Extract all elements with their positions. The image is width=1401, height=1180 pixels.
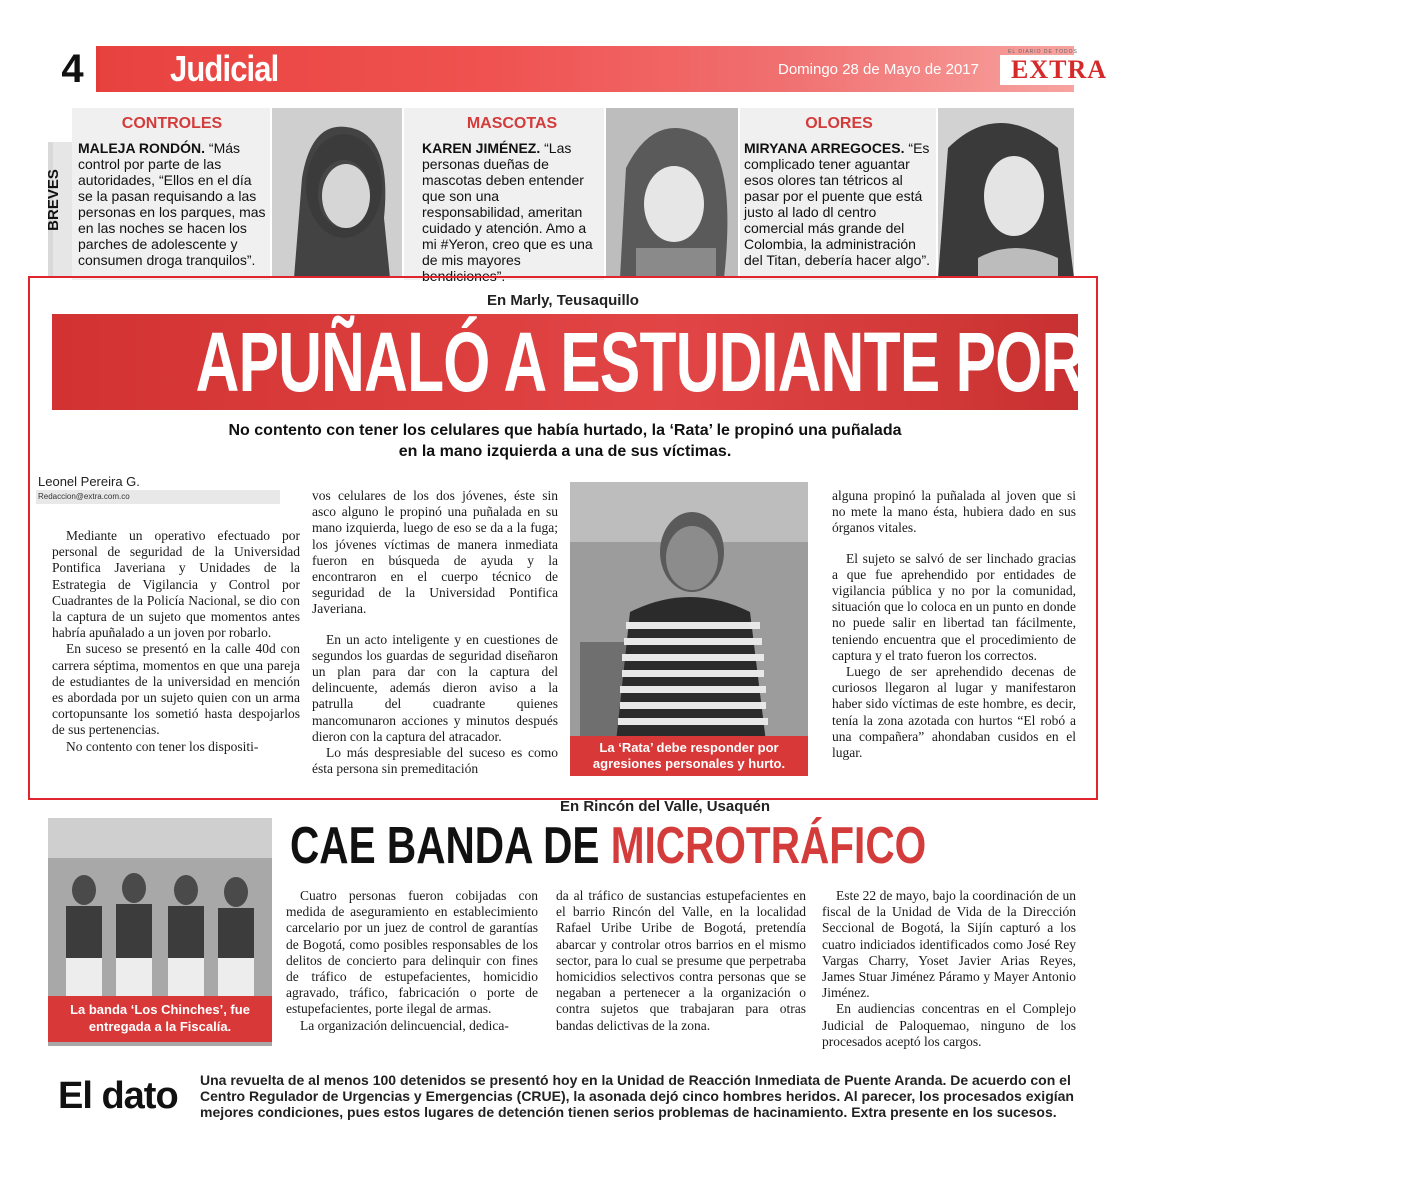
section-band <box>100 46 1107 92</box>
paragraph: Cuatro personas fueron cobijadas con medida de aseguramiento en establecimiento carcelario por un juez de control de garantías de Bogotá, como posibles responsables de los delitos de concierto para delinquir con fines de tráfico de estupefacientes, homicidio agravado, tráfico, fabricación o porte de estupefacientes, porte ilegal de armas. <box>286 888 538 1017</box>
story-column <box>312 488 558 777</box>
portrait-maleja <box>272 108 402 278</box>
story-column <box>822 888 1076 1050</box>
byline-email: Redaccion@extra.com.co <box>38 492 130 501</box>
edition-date: Domingo 28 de Mayo de 2017 <box>778 61 979 78</box>
suspect-photo <box>570 482 808 774</box>
paragraph: vos celulares de los dos jóvenes, éste sin asco alguno le propinó una puñalada en su mano izquierda, luego de eso se da a la fuga; los jóvenes víctimas de manera inmediata fueron en búsqueda de ayuda y la encontraron en el cuerpo técnico de seguridad de la Universidad Pontifica Javeriana. <box>312 488 558 617</box>
photo-caption: La ‘Rata’ debe responder por agresiones personales y hurto. <box>570 736 808 776</box>
paragraph: El sujeto se salvó de ser linchado gracias a que fue aprehendido por entidades de vigilancia pública y no por la comunidad, situación que lo coloca en un punto en donde no puede salir en libertad tan fácilmente, teniendo encuentra que el procedimiento de captura y el trato fueron los correctos. <box>832 550 1076 663</box>
brief-text <box>78 140 266 268</box>
portrait-image <box>606 108 738 278</box>
brief-category: CONTROLES <box>121 115 223 132</box>
section-title: Judicial <box>170 48 279 89</box>
logo-text: EXTRA <box>1010 55 1107 84</box>
paragraph: En audiencias concentras en el Complejo Judicial de Paloquemao, ninguno de los procesados aceptó los cargos. <box>822 1001 1076 1049</box>
page-number: 4 <box>48 46 96 92</box>
paragraph: La organización delincuencial, dedica- <box>300 1017 509 1033</box>
story-kicker: En Marly, Teusaquillo <box>487 292 639 309</box>
story-column <box>556 888 806 1034</box>
paragraph: No contento con tener los dispositi- <box>66 738 259 754</box>
story2-kicker: En Rincón del Valle, Usaquén <box>560 798 771 815</box>
story-column <box>832 488 1076 761</box>
portrait-miryana <box>938 108 1074 278</box>
el-dato-text: Una revuelta de al menos 100 detenidos se presentó hoy en la Unidad de Reacción Inmediata de Puente Aranda. De acuerdo con el Centro Regulador de Urgencias y Emergencias (CRUE), la asonada dejó cinco hombres heridos. Al parecer, los procesados exigían mejores condiciones, pues estos lugares de detención tienen serios problemas de hacinamiento. Extra presente en los sucesos. <box>200 1072 1074 1120</box>
paragraph: Mediante un operativo efectuado por personal de seguridad de la Universidad Pontifica Javeriana y Unidades de la Estrategia de Vigilancia y Control por Cuadrantes de la Policía Nacional, se dio con la captura de un sujeto que momentos antes habría apuñalado a un joven por robarlo. <box>52 528 300 641</box>
headline-bar <box>52 314 1401 410</box>
brief-text <box>744 140 934 268</box>
brief-olores <box>744 108 934 278</box>
story-column <box>52 528 300 755</box>
paragraph: En suceso se presentó en la calle 40d con carrera séptima, momentos en que una pareja de estudiantes de la universidad en mención es abordada por un sujeto quien con un arma cortopunsante los sometió hasta despojarlos de sus pertenencias. <box>52 641 300 738</box>
el-dato-label: El dato <box>58 1075 178 1117</box>
story-headline: APUÑALÓ A ESTUDIANTE POR ROBARLO <box>195 315 1401 409</box>
headline-highlight: MICROTRÁFICO <box>610 817 927 875</box>
photo-caption: La banda ‘Los Chinches’, fue entregada a la Fiscalía. <box>48 996 272 1042</box>
story-column <box>286 888 538 1034</box>
paragraph: Este 22 de mayo, bajo la coordinación de un fiscal de la Unidad de Vida de la Dirección Seccional de Bogotá, la Sijín capturó a los cuatro indiciados identificados como José Rey Vargas Charry, Yoset Javier Arias Reyes, James Stuar Jiménez Páramo y Mayer Antonio Jiménez. <box>822 888 1076 1001</box>
paragraph: Lo más despresiable del suceso es como ésta persona sin premeditación <box>312 745 558 777</box>
brief-category: MASCOTAS <box>466 115 558 132</box>
portrait-karen <box>606 108 738 278</box>
brief-quote: “Las personas dueñas de mascotas deben entender que son una responsabilidad, ameritan cuidado y atención. Amo a mi #Yeron, creo que es una de mis mayores bendiciones”. <box>422 140 593 284</box>
portrait-image <box>938 108 1074 278</box>
headline-part: CAE BANDA DE <box>290 817 611 875</box>
brief-name: KAREN JIMÉNEZ. <box>422 140 541 156</box>
logo-tagline: EL DIARIO DE TODOS <box>1008 49 1078 55</box>
paragraph: Luego de ser aprehendido decenas de curiosos llegaron al lugar y manifestaron haber sido víctimas de este hombre, es decir, tenía la zona azotada con hurtos “El robó a una compañera” ahondaban cusidos en el lugar. <box>832 664 1076 761</box>
portrait-image <box>272 108 402 278</box>
story-deck <box>130 420 1000 462</box>
brief-controles <box>78 108 266 278</box>
breves-label: BREVES <box>44 169 62 231</box>
page-header <box>48 46 1107 92</box>
paragraph: da al tráfico de sustancias estupefacientes en el barrio Rincón del Valle, en la localidad Rafael Uribe Uribe de Bogotá, pretendía abarcar y controlar otros barrios en el mismo sector, para lo cual se presume que perpetraba homicidios selectivos contra personas que se negaban a pertenecer a la organización o contra sujetos que trabajaran para otras bandas delictivas de la zona. <box>556 888 806 1033</box>
paragraph: alguna propinó la puñalada al joven que si no mete la mano ésta, hubiera dado en sus órganos vitales. <box>832 488 1076 536</box>
suspect-image <box>570 482 808 774</box>
brief-name: MALEJA RONDÓN. <box>78 140 206 156</box>
brief-mascotas <box>422 108 602 284</box>
main-story <box>28 276 1401 800</box>
byline: Leonel Pereira G. <box>38 474 140 489</box>
paragraph: En un acto inteligente y en cuestiones de segundos los guardas de seguridad diseñaron un plan para dar con la captura del delincuente, además dieron aviso a la patrulla del cuadrante quienes mancomunaron acciones y minutos después dieron con la captura del atracador. <box>312 631 558 744</box>
story2-headline <box>290 815 927 877</box>
newspaper-logo <box>1000 49 1118 85</box>
deck-line: No contento con tener los celulares que había hurtado, la ‘Rata’ le propinó una puñalada <box>228 422 902 439</box>
brief-category: OLORES <box>805 115 873 132</box>
breves-tag <box>44 142 72 276</box>
brief-quote: “Más control por parte de las autoridades, “Ellos en el día se la pasan requisando a las personas en los parques, mas en las noches se hacen los parches de adolescente y consumen droga tranquilos”. <box>78 140 266 268</box>
brief-name: MIRYANA ARREGOCES. <box>744 140 905 156</box>
brief-quote: “Es complicado tener aguantar esos olores tan tétricos al pasar por el puente que está justo al lado dl centro comercial más grande del Colombia, la administración del Titan, debería hacer algo”. <box>744 140 931 268</box>
brief-text <box>422 140 602 284</box>
deck-line: en la mano izquierda a una de sus víctimas. <box>398 443 732 460</box>
